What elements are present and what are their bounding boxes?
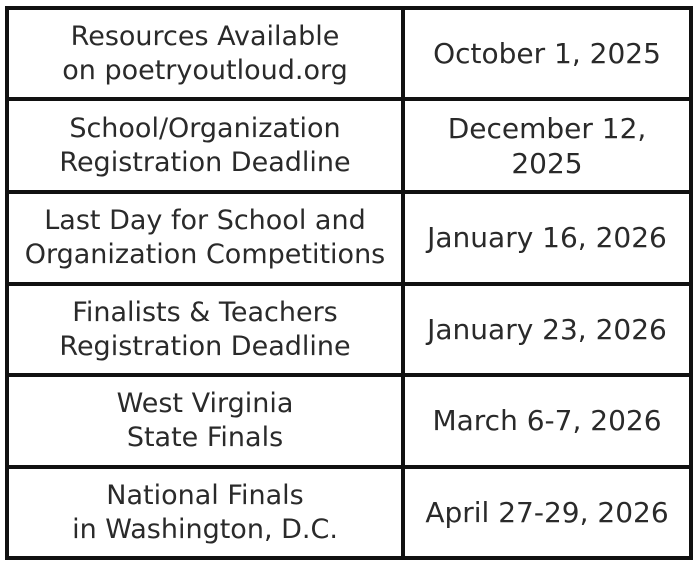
event-label-line: Resources Available — [70, 21, 340, 53]
date-cell: January 23, 2026 — [403, 284, 691, 375]
table-row — [7, 284, 691, 375]
event-label-line: Registration Deadline — [59, 147, 351, 179]
table-row — [7, 99, 691, 192]
event-label-line: School/Organization — [69, 113, 341, 145]
event-cell — [7, 375, 403, 466]
event-label-line: in Washington, D.C. — [72, 513, 338, 545]
event-label-line: on poetryoutloud.org — [62, 55, 348, 87]
schedule-table — [5, 6, 693, 560]
date-cell: March 6-7, 2026 — [403, 375, 691, 466]
event-label-line: Organization Competitions — [24, 239, 386, 271]
date-cell: January 16, 2026 — [403, 192, 691, 283]
event-cell — [7, 467, 403, 558]
event-cell — [7, 8, 403, 99]
event-label-line: West Virginia — [116, 388, 294, 420]
event-label-line: Finalists & Teachers — [72, 296, 338, 328]
event-cell — [7, 99, 403, 192]
table-row — [7, 8, 691, 99]
event-label-line: State Finals — [126, 422, 284, 454]
table-row — [7, 192, 691, 283]
date-cell: December 12, 2025 — [403, 99, 691, 192]
event-label-line: Registration Deadline — [59, 330, 351, 362]
table-row — [7, 375, 691, 466]
event-cell — [7, 192, 403, 283]
event-label-line: Last Day for School and — [44, 205, 366, 237]
date-cell: October 1, 2025 — [403, 8, 691, 99]
event-cell — [7, 284, 403, 375]
table-row — [7, 467, 691, 558]
date-cell: April 27-29, 2026 — [403, 467, 691, 558]
event-label-line: National Finals — [106, 479, 304, 511]
